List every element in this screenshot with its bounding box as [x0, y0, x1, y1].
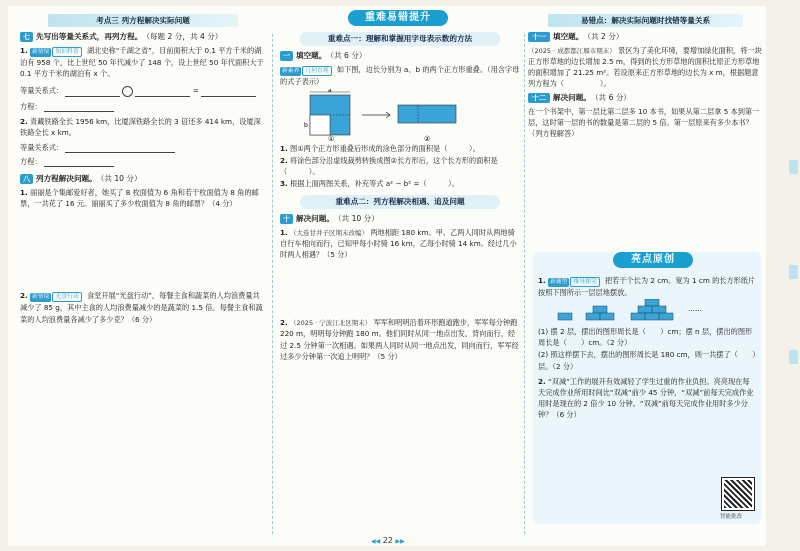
question-text: 军军和明明沿着环形跑道跑步，军军每分钟跑 220 m，明明每分钟跑 180 m。他们同时从同一地点出发，背向而行，经过 2.5 分钟第一次相遇。如果两人同时从同一地点出发，同向而行，军军经过多少分钟第一次追上明明？（5 分）: [280, 318, 519, 361]
answer-blank[interactable]: [135, 89, 190, 97]
section-title: 先写出等量关系式，再列方程。: [36, 32, 143, 41]
section-8: [20, 173, 265, 185]
section-12: [528, 92, 764, 104]
operator-circle[interactable]: [122, 86, 133, 97]
question-number: 2.: [280, 318, 288, 328]
tag-geometry: 几何直观: [302, 66, 331, 76]
question-number: (1): [538, 327, 549, 337]
word-problem-1: [280, 227, 520, 260]
question-source: （2025 · 宁波江北区期末）: [290, 319, 372, 328]
section-number: 十二: [528, 93, 550, 103]
question-text: 景区为了美化环境，要增加绿化面积，将一块正方形草地的边长增加 2.5 m，得到的长方形草地的面积比原正方形草地的面积增加了 21.25 m²。若设原来正方形草地的边长为 x m，根据题意列方程为（ ）。: [528, 45, 762, 89]
question-text: 食堂开展“光盘行动”，每餐主食和蔬菜的人均浪费量共减少了 85 g，其中主食的人均浪费量减少的是蔬菜的 1.5 倍。每餐主食和蔬菜的人均浪费量各减少了多少克？（6 分）: [20, 291, 263, 324]
relation-label: 等量关系式：: [20, 86, 64, 96]
answer-blank[interactable]: [65, 145, 175, 153]
label-a: a: [328, 88, 332, 94]
answer-space[interactable]: [280, 261, 520, 311]
figure-1-label: ①: [328, 134, 335, 141]
relation-label: 等量关系式：: [20, 143, 64, 153]
question-number: 2.: [280, 155, 288, 165]
question-number: (2): [538, 350, 549, 360]
tag-new-context: 新情境: [32, 294, 50, 301]
block-pyramids: [538, 299, 748, 325]
column-divider: [524, 34, 525, 534]
highlight-banner: 亮点原创: [613, 252, 693, 268]
section-title: 填空题。: [296, 50, 327, 60]
tag-explore: 推导探究: [570, 277, 599, 287]
section-points: （共 10 分）: [333, 214, 379, 224]
square-figures: [280, 89, 520, 141]
tag-new-context: 新情境: [32, 48, 50, 55]
fill-question-3: [280, 178, 520, 189]
subtopic-2-banner: 重难点二：列方程解决相遇、追及问题: [300, 195, 500, 209]
section-1: [280, 50, 520, 62]
question-number: 1.: [538, 276, 546, 285]
tag-topic: 光盘行动: [52, 292, 81, 302]
question-text: 在一个书架中，第一层比第二层多 10 本书，如果从第二层拿 5 本到第一层，这时第一层的书的数量是第二层的 5 倍。第一层原来有多少本书？（列方程解答）: [528, 107, 760, 139]
word-problem: [528, 106, 764, 139]
section-number: 十: [280, 214, 293, 224]
question-text: 湖北史称“千湖之省”，目前面积大于 0.1 平方千米的湖泊有 958 个，比上世纪 50 年代减少了 148 个，设上世纪 50 年代面积大于 0.1 平方千米的湖泊有 x 个。: [20, 45, 264, 78]
section-number: 十一: [528, 32, 550, 42]
highlight-question-1: [538, 275, 756, 298]
sub-question-2: [538, 349, 756, 371]
section-7: [20, 31, 265, 43]
page-number-text: 22: [382, 536, 393, 545]
column-middle: [280, 30, 520, 363]
section-11: [528, 31, 764, 43]
side-tab: [789, 160, 798, 174]
continuation-dots: ……: [688, 305, 702, 314]
question-text: 将涂色部分沿虚线裁剪转换成图②长方形后，这个长方形的面积是（ ）。: [280, 155, 498, 176]
question-source: （2025 · 成都都江堰市期末）: [528, 46, 616, 55]
equation-label: 方程：: [20, 101, 42, 111]
right-arrow-icon: ▶▶: [395, 538, 405, 545]
section-title: 解决问题。: [553, 93, 591, 103]
column-divider: [272, 34, 273, 534]
qr-code[interactable]: [722, 478, 754, 510]
section-points: （共 6 分）: [590, 93, 632, 103]
problem-2: [20, 290, 265, 324]
col1-banner: 考点三 列方程解决实际问题: [48, 14, 238, 27]
question-number: 1.: [20, 188, 28, 198]
side-tab: [789, 350, 798, 364]
fill-question-1: [280, 143, 520, 154]
figure-2-label: ②: [424, 134, 431, 141]
section-10: [280, 213, 520, 225]
column-right: [528, 28, 764, 141]
answer-blank[interactable]: [44, 159, 114, 167]
intro-text: 如下图，边长分别为 a、b 的两个正方形重叠。（用含字母的式子表示）: [280, 64, 520, 86]
squares-diagram: [280, 89, 510, 141]
section-number: 七: [20, 32, 33, 42]
answer-blank[interactable]: [201, 89, 256, 97]
column-left: [20, 28, 265, 326]
section-points: （共 10 分）: [96, 174, 142, 184]
question-text: 青藏铁路全长 1956 km，比厦深铁路全长的 3 倍还多 414 km，设厦深铁路全长 x km。: [20, 116, 261, 137]
question-number: 1.: [20, 45, 28, 55]
section-banner-hard: 重难易错提升: [348, 10, 448, 26]
question-text: 丽丽是个集邮爱好者，她买了 8 枚面值为 6 角和若干枚面值为 8 角的邮票，一共花了 16 元。丽丽买了多少枚面值为 8 角的邮票？（4 分）: [20, 188, 259, 209]
section-points: （共 6 分）: [326, 50, 367, 60]
question-2: [20, 116, 265, 138]
tag-new-type: 新题型: [550, 279, 568, 285]
question-1: [20, 45, 265, 79]
section-number: 一: [280, 51, 293, 61]
sub-question-1: [538, 326, 756, 348]
answer-blank[interactable]: [44, 104, 114, 112]
block-figures: [538, 299, 756, 325]
question-text: 照这样摆下去，摆出的图形周长是 180 cm，则一共摆了（ ）层。（2 分）: [538, 350, 756, 371]
qr-label: 智能批改: [720, 514, 743, 520]
word-problem-2: [280, 317, 520, 362]
question-text: 图①两个正方形重叠后形成的涂色部分的面积是（ ）。: [290, 143, 480, 153]
section-number: 八: [20, 174, 33, 184]
question-text: 摆 2 层，摆出的图形周长是（ ）cm；摆 n 层，摆出的图形周长是（ ）cm。（2 分）: [538, 327, 753, 348]
answer-blank[interactable]: [65, 89, 120, 97]
equation-relation-row: [20, 142, 265, 153]
highlight-content: [538, 274, 756, 421]
fill-question: [528, 45, 764, 90]
question-number: 2.: [20, 116, 28, 126]
subtopic-1-banner: 重难点一：理解和掌握用字母表示数的方法: [300, 32, 500, 46]
section-points: （每题 2 分，共 4 分）: [142, 32, 223, 41]
equation-relation-row: [20, 85, 265, 97]
highlight-question-2: [538, 376, 756, 421]
col3-banner: 易错点：解决实际问题时找错等量关系: [548, 14, 743, 27]
answer-space[interactable]: [20, 210, 265, 280]
left-arrow-icon: ◀◀: [371, 538, 381, 545]
side-tab: [789, 265, 798, 279]
tag-literacy: 新素养: [282, 67, 300, 74]
question-number: 1.: [280, 143, 288, 153]
section-points: （共 2 分）: [583, 32, 624, 41]
question-number: 1.: [280, 227, 288, 237]
question-source: （大连甘井子区期末改编）: [290, 228, 369, 237]
section-title: 填空题。: [553, 32, 584, 41]
equation-row: [20, 156, 265, 167]
intro: [280, 64, 520, 87]
question-text: 两地相距 180 km。甲、乙两人同时从两地骑自行车相向而行，已知甲每小时骑 16 km，乙每小时骑 14 km。经过几小时两人相遇？（5 分）: [280, 227, 517, 260]
question-text: 根据上面两图关系，补充等式 a² − b² =（ ）。: [290, 179, 459, 189]
equals-sign: =: [192, 86, 199, 96]
problem-1: [20, 187, 265, 209]
section-title: 解决问题。: [296, 214, 334, 224]
equation-row: [20, 101, 265, 112]
fill-question-2: [280, 155, 520, 177]
question-number: 2.: [20, 291, 28, 301]
page-number: [371, 536, 405, 545]
question-text: “双减”工作的展开有效减轻了学生过重的作业负担。亮亮现在每天完成作业所用时间比“双减”前少 45 分钟，“双减”前每天完成作业用时是现在的 2 倍少 10 分钟。“双减”前每天完成作业用时多少分钟？（6 分）: [538, 376, 754, 420]
worksheet-page: [8, 6, 766, 546]
label-b: b: [304, 121, 308, 129]
question-text: 把若干个长为 2 cm、宽为 1 cm 的长方形纸片按照下图所示一层层地摆放。: [538, 276, 756, 297]
equation-label: 方程：: [20, 157, 42, 167]
question-number: 2.: [538, 376, 546, 386]
question-number: 3.: [280, 179, 288, 189]
section-title: 列方程解决问题。: [36, 174, 97, 184]
tag-knowledge: 知识科普: [52, 47, 81, 57]
